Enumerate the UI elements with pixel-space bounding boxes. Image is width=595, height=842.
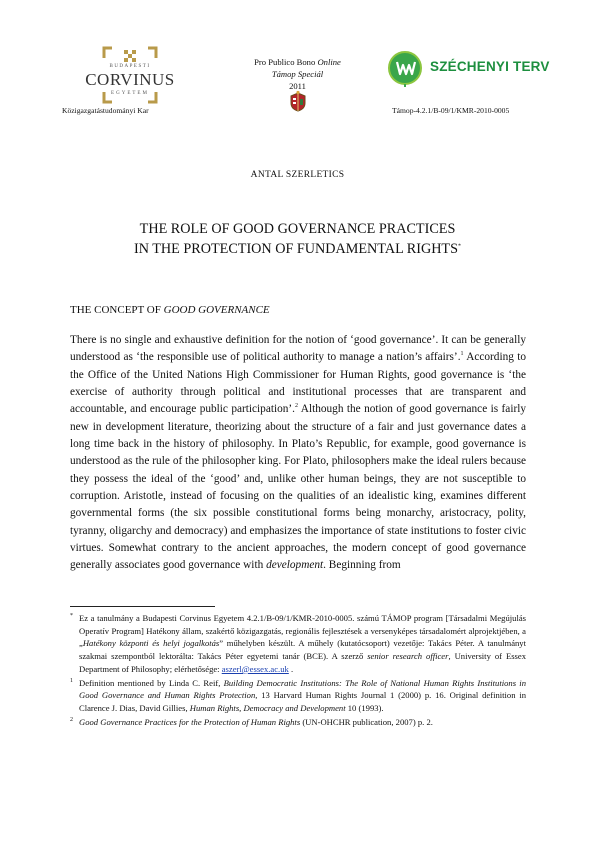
logo-main-text: CORVINUS [85,70,175,89]
journal-year: 2011 [289,81,306,91]
footnote-ref-2[interactable]: 2 [295,403,299,410]
title-footnote-mark: * [458,243,461,250]
szechenyi-logo-icon [386,50,424,88]
author-last: SZERLETICS [285,170,345,180]
footnotes [70,612,526,729]
section-heading: THE CONCEPT OF GOOD GOVERNANCE [70,304,270,316]
logo-top-text: BUDAPESTI [109,64,151,69]
body-paragraph: There is no single and exhaustive definition for the notion of ‘good governance’. It can be generally understood as ‘the responsible use of political authority to manage a nation’s affairs’.$^1$ According to the Office of the United Nations High Commissioner for Human Rights, good governance is ‘the exercise of authority through political and institutional processes that are transparent and accountable, and encourage public participation’.$^2$ Although the notion of good governance is fairly new in development literature, theorizing about the structure of a fair and just governance dates a long time back in the history of philosophy. In Plato’s Republic, for example, good governance is understood as the rule of the philosopher king. For Plato, philosophers make the ideal rulers because they possess the ideal of the ‘good’ and, unlike other human beings, they are not susceptible to corruption. Aristotle, instead of focusing on the qualities of an idealistic king, examines different governmental forms (the six possible constitutional forms being monarchy, aristocracy, polity, tyranny, oligarchy and democracy) and emphasizes the importance of state institutions to foster civic virtues. Somewhat contrary to the ancient approaches, the modern concept of good governance generally associates good governance with development. Beginning from [70,334,527,572]
author-name [0,170,595,180]
corvinus-logo [78,44,182,106]
footnote-star: * Ez a tanulmány a Budapesti Corvinus Egyetem 4.2.1/B-09/1/KMR-2010-0005. számú TÁMOP program [Társadalmi Megújulás Operatív Program] Hatékony állam, szakértő közigazgatás, regionális fejlesztések a versenyképes társadalomért alprojektjében, a „Hatékony központi és helyi jogalkotás” műhelyben készült. A műhely (kutatócsoport) vezetője: Takács Péter. A tanulmányt szakmai szempontból lektorálta: Takács Péter egyetemi tanár (BCE). A szerző senior research officer, University of Essex Department of Philosophy; elérhetősége: aszerl@essex.ac.uk . [70,613,526,674]
szechenyi-wordmark: SZÉCHENYI TERV [430,59,550,74]
coat-of-arms-icon [287,90,309,112]
faculty-caption: Közigazgatástudományi Kar [62,106,149,115]
journal-subtitle: Támop Speciál [271,69,324,79]
journal-info [210,56,385,92]
project-code: Támop-4.2.1/B-09/1/KMR-2010-0005 [392,106,510,115]
author-first: ANTAL [250,170,284,180]
footnote-ref-1[interactable]: 1 [460,351,464,358]
footnote-divider [70,606,215,607]
author-email-link[interactable]: aszerl@essex.ac.uk [221,663,289,674]
journal-name: Pro Publico Bono Online [254,57,341,67]
title-line-1: THE ROLE OF GOOD GOVERNANCE PRACTICES [139,221,456,237]
footnote-1: 1 Definition mentioned by Linda C. Reif, Building Democratic Institutions: The Role of National Human Rights Institutions in Good Governance and Human Rights Protection, 13 Harvard Human Rights Journal 1 (2000) p. 16. Original definition in Clarence J. Dias, David Gillies, Human Rights, Democracy and Development 10 (1993). [70,677,526,713]
logo-bottom-text: EGYETEM [111,91,149,96]
footnote-2: 2 Good Governance Practices for the Protection of Human Rights (UN-OHCHR publication, 2007) p. 2. [70,716,433,727]
paper-title [0,219,595,259]
title-line-2: IN THE PROTECTION OF FUNDAMENTAL RIGHTS* [134,241,461,257]
